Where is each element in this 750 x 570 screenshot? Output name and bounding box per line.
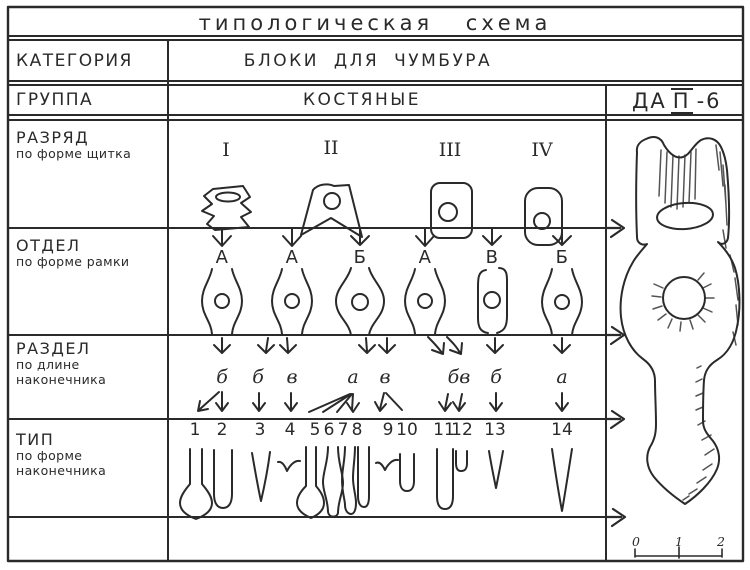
group-value: КОСТЯНЫЕ: [302, 90, 422, 110]
specimen-code-numeral: П: [672, 89, 691, 113]
row-header-razdel: РАЗДЕЛ по длине наконечника: [16, 339, 107, 387]
tip-shape-10: [400, 454, 414, 491]
category-label: КАТЕГОРИЯ: [16, 51, 133, 71]
shield-shape-4: [525, 188, 562, 245]
razdel-item-3: в: [286, 366, 298, 388]
tip-item-2: 2: [216, 420, 228, 440]
shield-shape-1: [202, 186, 251, 230]
otdel-item-6: Б: [555, 247, 569, 268]
tip-item-11: 11: [433, 420, 455, 440]
tip-item-14: 14: [551, 420, 573, 440]
otdel-item-1: А: [215, 247, 229, 268]
tip-item-3: 3: [254, 420, 266, 440]
tip-shape-13: [489, 451, 503, 488]
frame-shape-3: [336, 268, 384, 335]
shield-shape-3: [431, 183, 472, 238]
tip-shape-12: [456, 451, 467, 471]
tip-shape-8: [358, 447, 369, 507]
tip-shape-14: [552, 449, 572, 511]
tip-shape-9: [376, 460, 398, 470]
row-header-otdel: ОТДЕЛ по форме рамки: [16, 236, 130, 269]
frame-to-razdel-arrows: [214, 337, 570, 354]
tip-shapes: [180, 447, 572, 519]
tip-shape-2: [214, 450, 232, 508]
tip-shape-4: [278, 461, 300, 471]
tip-item-7: 7: [337, 420, 349, 440]
tip-item-5: 5: [309, 420, 321, 440]
frame-shape-5: [478, 268, 507, 333]
tip-item-12: 12: [451, 420, 473, 440]
tip-shape-1: [180, 449, 212, 519]
tip-item-10: 10: [396, 420, 418, 440]
tip-item-8: 8: [351, 420, 363, 440]
tip-shape-7: [342, 447, 356, 514]
razdel-item-5: в: [379, 366, 391, 388]
razdel-item-8: а: [556, 366, 568, 388]
tip-item-1: 1: [189, 420, 201, 440]
scale-tick-2: 2: [717, 534, 725, 549]
otdel-item-4: А: [418, 247, 432, 268]
shield-shape-2: [301, 184, 362, 237]
specimen-code: [632, 88, 722, 114]
tip-shape-11: [437, 449, 453, 509]
razdel-item-2: б: [252, 366, 264, 388]
frame-shape-1: [202, 269, 242, 334]
specimen-outline: [621, 137, 740, 504]
category-value: БЛОКИ ДЛЯ ЧУМБУРА: [243, 51, 493, 71]
tip-item-13: 13: [484, 420, 506, 440]
tip-item-9: 9: [382, 420, 394, 440]
razdel-to-type-arrows: [198, 392, 568, 412]
razdel-item-1: б: [216, 366, 228, 388]
row-header-tip: ТИП по форме наконечника: [16, 430, 107, 478]
row-to-specimen-arrows: [606, 220, 625, 526]
specimen-code-prefix: ДА: [632, 89, 667, 114]
specimen-slot-hole: [656, 201, 714, 231]
specimen-code-suffix: -6: [696, 89, 722, 114]
specimen-hatching: [652, 145, 738, 500]
otdel-item-2: А: [285, 247, 299, 268]
frame-shape-2: [272, 269, 312, 334]
specimen-round-hole: [663, 277, 705, 319]
tip-shape-3: [252, 452, 270, 501]
tip-shape-6: [323, 447, 343, 517]
tip-item-4: 4: [284, 420, 296, 440]
specimen-drawing: [621, 137, 740, 504]
razryad-item-1: I: [222, 139, 230, 161]
shield-to-frame-arrows: [213, 229, 571, 246]
scale-tick-1: 1: [675, 534, 683, 549]
group-label: ГРУППА: [16, 90, 94, 110]
razdel-item-7: б: [490, 366, 502, 388]
razryad-item-2: II: [323, 137, 339, 159]
frame-shape-6: [542, 269, 582, 335]
razryad-item-3: III: [438, 139, 462, 161]
scale-tick-0: 0: [632, 534, 640, 549]
razryad-item-4: IV: [531, 139, 553, 161]
frame-shape-4: [405, 269, 445, 334]
razdel-item-4: а: [347, 366, 359, 388]
razdel-item-6: бв: [447, 366, 471, 388]
tip-shape-5: [297, 447, 324, 518]
row-header-razryad: РАЗРЯД по форме щитка: [16, 128, 132, 161]
page-title: типологическая схема: [198, 11, 552, 35]
otdel-item-3: Б: [353, 247, 367, 268]
tip-item-6: 6: [323, 420, 335, 440]
otdel-item-5: В: [485, 247, 499, 268]
